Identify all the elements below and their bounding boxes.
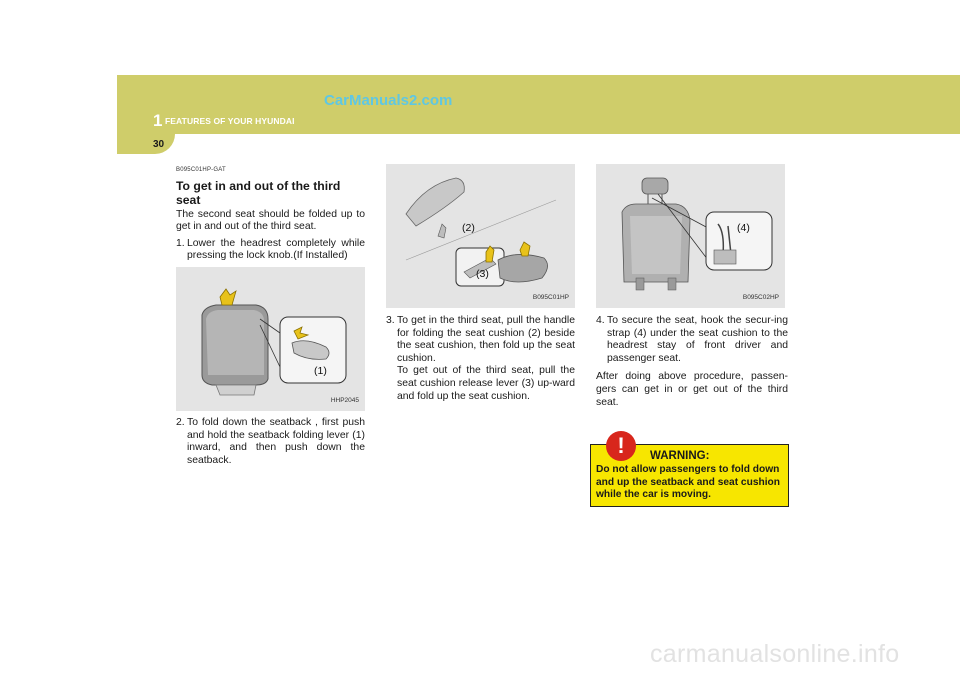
step-text: To fold down the seatback , first push and hold the seatback folding lever (1) inward, and then push down the seatback. [187, 416, 365, 466]
figure-code: HHP2045 [330, 397, 359, 405]
step-2 [176, 417, 365, 467]
step-number: 1. [176, 237, 185, 249]
section-code: B095C01HP-GAT [176, 167, 226, 173]
seatback-illustration [176, 267, 365, 411]
figure-code: B095C01HP [532, 294, 569, 302]
step-text-b: To get out of the third seat, pull the seat cushion release lever (3) up-ward and fold up the seat cushion. [397, 365, 575, 402]
column-2 [386, 164, 575, 407]
warning-text: Do not allow passengers to fold down and up the seatback and seat cushion while the car is moving. [596, 464, 780, 500]
footer-watermark: carmanualsonline.info [650, 640, 900, 668]
seat-cushion-illustration [386, 164, 575, 308]
figure-label: (4) [737, 222, 750, 234]
warning-icon: ! [606, 431, 636, 461]
step-number: 2. [176, 416, 185, 428]
step-text [397, 315, 575, 403]
step-text-a: To get in the third seat, pull the handle for folding the seat cushion (2) beside the seat cushion, then fold up the seat cushion. [397, 315, 575, 364]
step-number: 3. [386, 315, 395, 326]
page-number: 30 [153, 139, 165, 150]
warning-title: WARNING: [650, 450, 710, 462]
watermark-link[interactable]: CarManuals2.com [324, 92, 453, 109]
step-text: Lower the headrest completely while pressing the lock knob.(If Installed) [187, 237, 365, 262]
page-number-tab [117, 134, 175, 154]
figure-label-3: (3) [476, 268, 489, 280]
figure-label: (1) [314, 364, 327, 377]
figure-seat-cushion [386, 164, 575, 308]
chapter-title: FEATURES OF YOUR HYUNDAI [165, 116, 295, 126]
step-3 [386, 315, 575, 403]
figure-code: B095C02HP [742, 294, 779, 302]
step-number: 4. [596, 315, 605, 326]
after-paragraph: After doing above procedure, passen-gers can get in or get out of the third seat. [596, 371, 788, 408]
step-1 [176, 238, 365, 263]
section-heading: To get in and out of the third seat [176, 178, 341, 207]
figure-securing-strap [596, 164, 785, 308]
column-1 [176, 164, 365, 471]
step-4 [596, 315, 788, 365]
chapter-number: 1 [153, 111, 163, 130]
step-text: To secure the seat, hook the secur-ing strap (4) under the seat cushion to the headrest stay of front driver and passenger seat. [607, 315, 788, 364]
intro-paragraph: The second seat should be folded up to get in and out of the third seat. [176, 208, 365, 233]
seat-strap-illustration [596, 164, 785, 308]
column-3 [596, 164, 788, 413]
figure-label-2: (2) [462, 222, 475, 234]
figure-seatback-lever [176, 267, 365, 411]
